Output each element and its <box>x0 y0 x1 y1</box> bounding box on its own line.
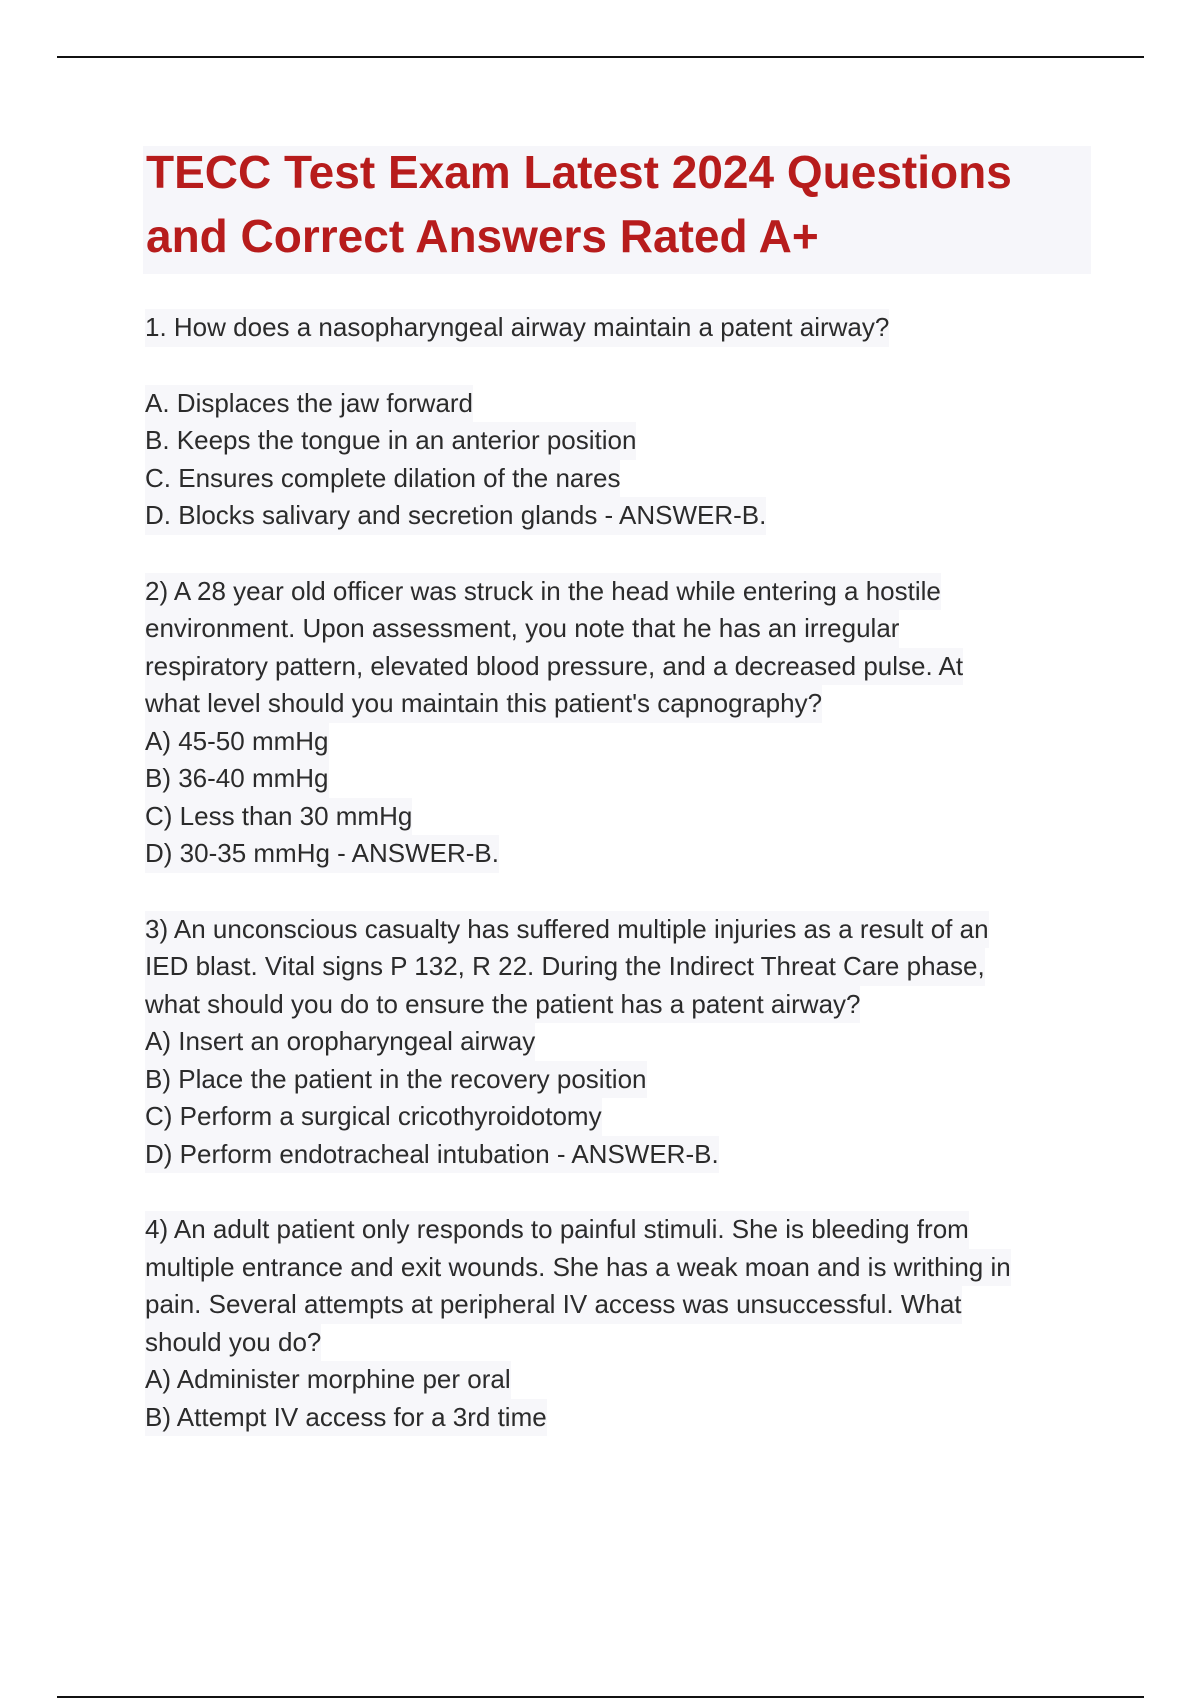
answer-option: C) Less than 30 mmHg <box>145 798 412 836</box>
question-block-1 <box>145 309 1105 347</box>
question-block-4 <box>145 1211 1105 1436</box>
answer-option: A. Displaces the jaw forward <box>145 385 473 423</box>
question-text: should you do? <box>145 1324 321 1362</box>
document-body <box>145 309 1105 1474</box>
question-text: environment. Upon assessment, you note that he has an irregular <box>145 610 899 648</box>
answer-option: D. Blocks salivary and secretion glands - ANSWER-B. <box>145 497 766 535</box>
answer-option: B. Keeps the tongue in an anterior position <box>145 422 636 460</box>
question-text: 2) A 28 year old officer was struck in the head while entering a hostile <box>145 573 941 611</box>
answer-option: C) Perform a surgical cricothyroidotomy <box>145 1098 602 1136</box>
answer-option: B) 36-40 mmHg <box>145 760 329 798</box>
question-block-2 <box>145 573 1105 873</box>
answer-options-1 <box>145 385 1105 535</box>
top-rule <box>57 56 1144 58</box>
document-title: TECC Test Exam Latest 2024 Questions and Correct Answers Rated A+ <box>146 146 1012 262</box>
question-text: what should you do to ensure the patient has a patent airway? <box>145 986 860 1024</box>
answer-option: B) Attempt IV access for a 3rd time <box>145 1399 547 1437</box>
bottom-rule <box>57 1696 1144 1698</box>
question-text: what level should you maintain this patient's capnography? <box>145 685 822 723</box>
answer-option: D) Perform endotracheal intubation - ANSWER-B. <box>145 1136 719 1174</box>
question-text: 3) An unconscious casualty has suffered multiple injuries as a result of an <box>145 911 989 949</box>
answer-option: A) 45-50 mmHg <box>145 723 329 761</box>
answer-option: C. Ensures complete dilation of the nares <box>145 460 620 498</box>
answer-option: A) Administer morphine per oral <box>145 1361 511 1399</box>
answer-option: B) Place the patient in the recovery position <box>145 1061 647 1099</box>
question-text: respiratory pattern, elevated blood pressure, and a decreased pulse. At <box>145 648 963 686</box>
answer-option: A) Insert an oropharyngeal airway <box>145 1023 535 1061</box>
question-text: 4) An adult patient only responds to painful stimuli. She is bleeding from <box>145 1211 969 1249</box>
answer-option: D) 30-35 mmHg - ANSWER-B. <box>145 835 499 873</box>
question-text: multiple entrance and exit wounds. She has a weak moan and is writhing in <box>145 1249 1011 1287</box>
question-text: IED blast. Vital signs P 132, R 22. During the Indirect Threat Care phase, <box>145 948 985 986</box>
question-text: 1. How does a nasopharyngeal airway maintain a patent airway? <box>145 309 889 347</box>
question-block-3 <box>145 911 1105 1174</box>
question-text: pain. Several attempts at peripheral IV access was unsuccessful. What <box>145 1286 962 1324</box>
